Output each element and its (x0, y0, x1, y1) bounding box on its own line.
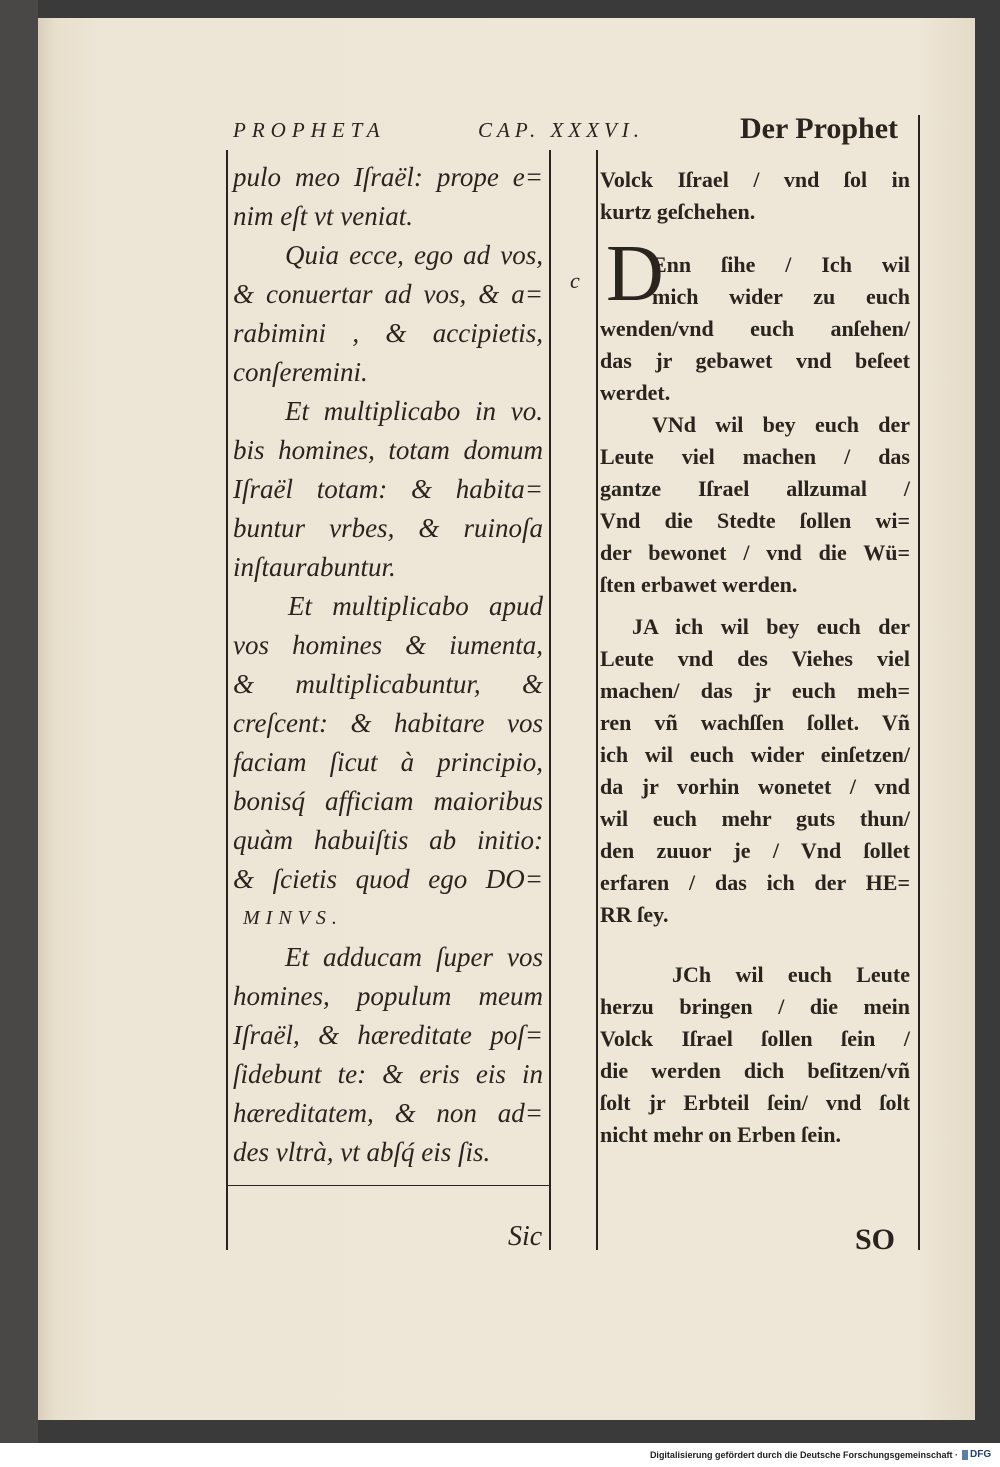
latin-line: ſidebunt te: & eris eis in (233, 1059, 543, 1089)
latin-line: Et adducam ſuper vos (285, 942, 543, 972)
latin-line: & conuertar ad vos, & a= (233, 279, 543, 309)
german-paragraph (600, 164, 910, 228)
german-line: ſten erbawet werden. (600, 572, 798, 597)
german-line: VNd wil bey euch der (652, 412, 910, 437)
column-end-rule (226, 1185, 551, 1186)
latin-line: Iſraël, & hæreditate poſ= (233, 1020, 543, 1050)
scan-background-left (0, 0, 38, 1443)
german-line: Vnd die Stedte ſollen wi= (600, 508, 910, 533)
german-line: gantze Iſrael allzumal / (600, 476, 910, 501)
latin-line: vos homines & iumenta, (233, 630, 543, 660)
page-header-chapter: CAP. XXXVI. (478, 118, 645, 142)
german-line: werdet. (600, 380, 671, 405)
german-line: kurtz geſchehen. (600, 199, 756, 224)
german-line: wil euch mehr guts thun/ (600, 806, 910, 831)
dfg-logo-mark-icon (962, 1450, 968, 1460)
latin-line: Et multiplicabo in vo. (285, 396, 543, 426)
german-paragraph (600, 611, 910, 931)
latin-column (233, 158, 543, 1172)
german-line: erfaren / das ich der HE= (600, 870, 910, 895)
latin-line: conſeremini. (233, 357, 368, 387)
latin-line: bis homines, totam domum (233, 435, 543, 465)
german-line: ſolt jr Erbteil ſein/ vnd ſolt (600, 1090, 910, 1115)
digitization-footer (0, 1443, 1000, 1467)
german-line: herzu bringen / die mein (600, 994, 910, 1019)
latin-line: Et multiplicabo apud (288, 591, 543, 621)
german-line: da jr vorhin wonetet / vnd (600, 774, 910, 799)
column-rule-left (226, 150, 228, 1250)
latin-line: hæreditatem, & non ad= (233, 1098, 543, 1128)
latin-line: Iſraël totam: & habita= (233, 474, 543, 504)
latin-line: nim eſt vt veniat. (233, 201, 413, 231)
german-line: wenden/vnd euch anſehen/ (600, 316, 910, 341)
column-rule-latin-right (549, 150, 551, 1250)
column-rule-right (918, 115, 920, 1250)
catchword-german: SO (855, 1223, 896, 1256)
german-paragraph (600, 959, 910, 1151)
german-line: Leute viel machen / das (600, 444, 910, 469)
latin-line: Quia ecce, ego ad vos, (285, 240, 543, 270)
german-line: machen/ das jr euch meh= (600, 678, 910, 703)
latin-line: buntur vrbes, & ruinoſa (233, 513, 543, 543)
page-header-right: Der Prophet (740, 112, 899, 145)
german-column (600, 164, 910, 1151)
latin-line: rabimini , & accipietis, (233, 318, 543, 348)
german-line: Volck Iſrael ſollen ſein / (600, 1026, 910, 1051)
catchword-latin: Sic (508, 1221, 543, 1252)
latin-line: inſtaurabuntur. (233, 552, 396, 582)
dfg-logo (962, 1448, 996, 1462)
drop-cap: D (606, 230, 664, 318)
german-line: das jr gebawet vnd beſeet (600, 348, 910, 373)
latin-line: pulo meo Iſraël: prope e= (233, 162, 543, 192)
latin-line: creſcent: & habitare vos (233, 708, 543, 738)
german-line: Volck Iſrael / vnd ſol in (600, 167, 910, 192)
dfg-logo-text: DFG (970, 1449, 992, 1460)
latin-line: faciam ſicut à principio, (233, 747, 543, 777)
column-rule-german-left (596, 150, 598, 1250)
page-header-left: PROPHETA (233, 118, 386, 142)
german-paragraph (600, 230, 910, 409)
latin-line: MINVS. (243, 907, 343, 929)
german-line: ich wil euch wider einſetzen/ (600, 742, 910, 767)
latin-line: & multiplicabuntur, & (233, 669, 543, 699)
latin-line: & ſcietis quod ego DO= (233, 864, 543, 894)
margin-note: c (570, 268, 580, 293)
funding-credit: Digitalisierung gefördert durch die Deutsche Forschungsgemeinschaft · (649, 1450, 958, 1460)
latin-line: homines, populum meum (233, 981, 543, 1011)
german-line: JA ich wil bey euch der (632, 614, 910, 639)
german-line: JCh wil euch Leute (672, 962, 910, 987)
latin-line: bonisq́ afficiam maioribus (233, 786, 543, 816)
german-line: die werden dich beſitzen/vñ (600, 1058, 910, 1083)
german-line: Leute vnd des Viehes viel (600, 646, 910, 671)
book-page (38, 18, 975, 1420)
german-line: nicht mehr on Erben ſein. (600, 1122, 842, 1147)
german-line: mich wider zu euch (652, 284, 910, 309)
german-line: ren vñ wachſſen ſollet. Vñ (600, 710, 910, 735)
german-paragraph (600, 409, 910, 601)
german-line: den zuuor je / Vnd ſollet (600, 838, 910, 863)
latin-line: quàm habuiſtis ab initio: (233, 825, 543, 855)
german-line: RR ſey. (600, 902, 669, 927)
german-line: der bewonet / vnd die Wü= (600, 540, 910, 565)
latin-line: des vltrà, vt abſq́ eis ſis. (233, 1137, 491, 1167)
german-line: Enn ſihe / Ich wil (652, 252, 910, 277)
